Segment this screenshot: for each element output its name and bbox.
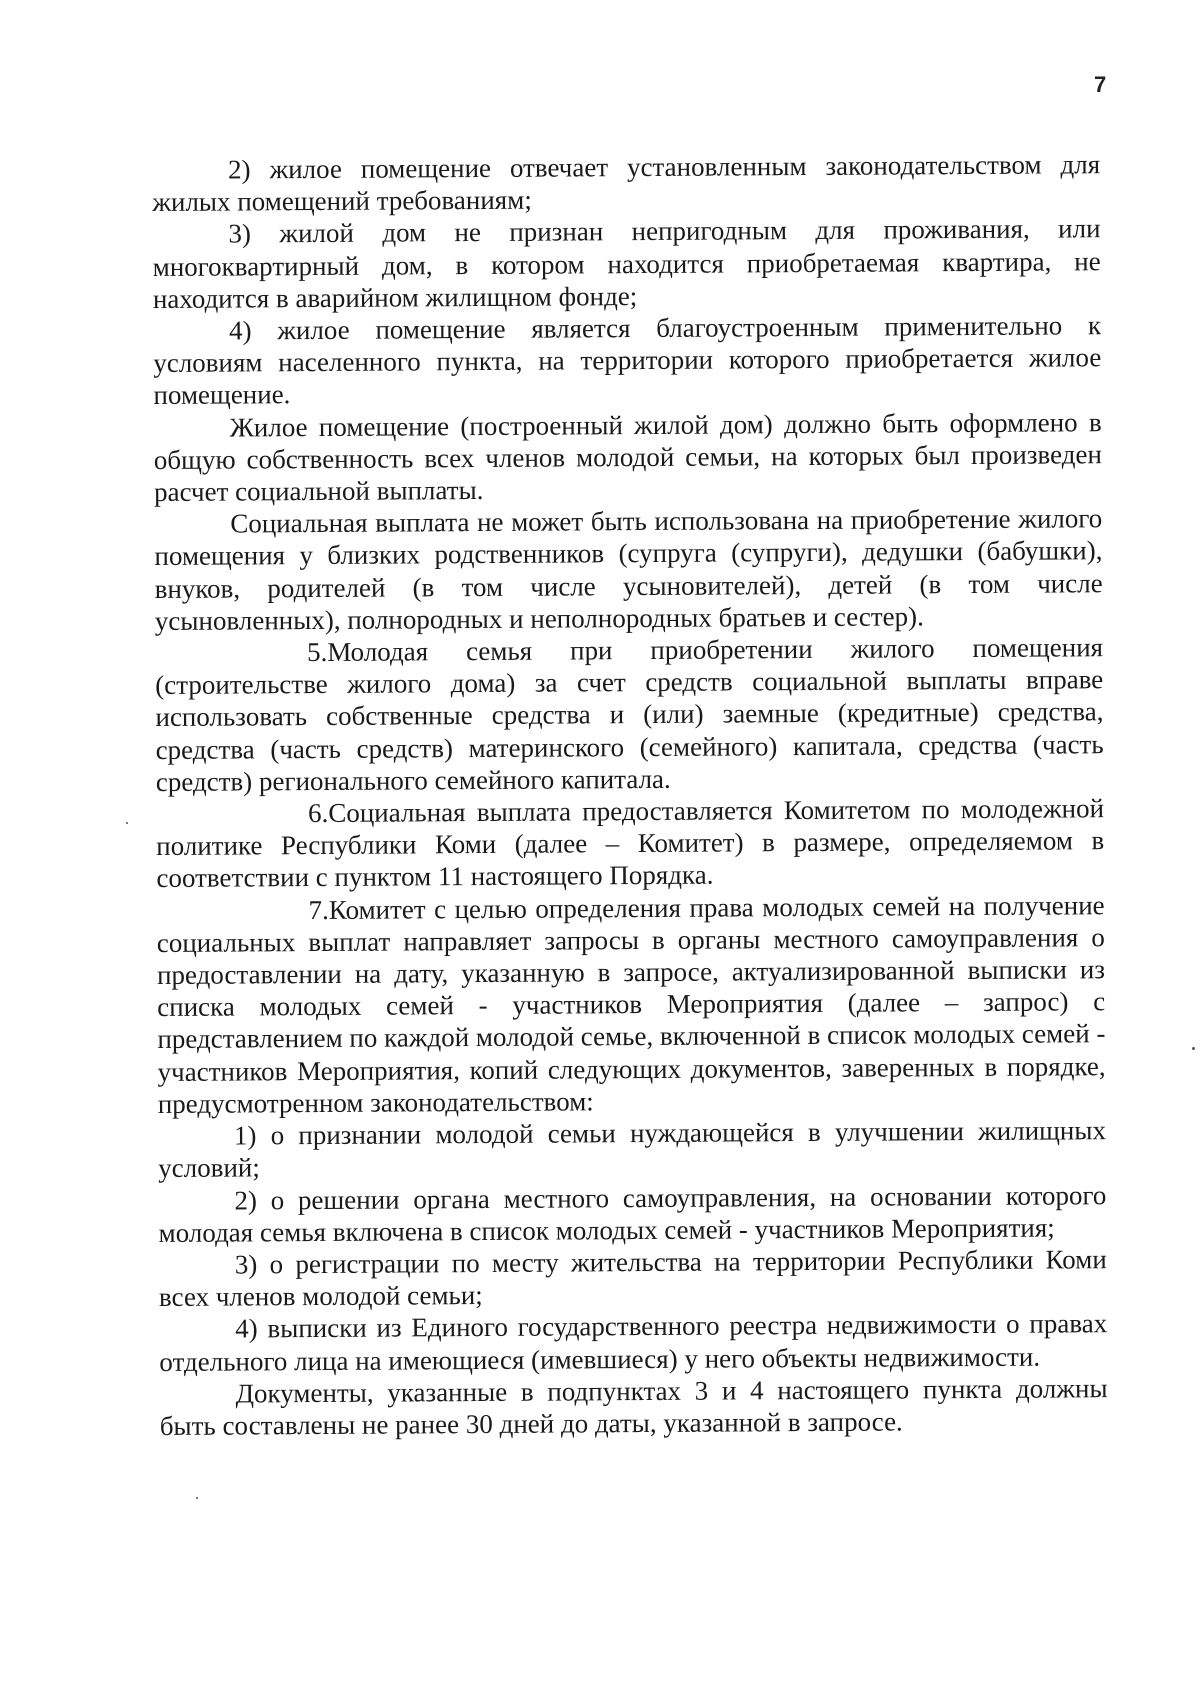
paragraph-section-7 (157, 889, 1106, 1120)
paragraph-item-2: 2) жилое помещение отвечает установленным законодательством для жилых помещений требованиям; (152, 149, 1101, 218)
section-number: 6. (307, 797, 329, 829)
paragraph-subitem-3: 3) о регистрации по месту жительства на территории Республики Коми всех членов молодой семьи; (158, 1244, 1107, 1313)
paragraph-item-4: 4) жилое помещение является благоустроенным применительно к условиям населенного пункта, на территории которого приобретается жилое помещение. (153, 310, 1102, 411)
document-body (152, 148, 1108, 1442)
scan-speck (196, 1497, 198, 1499)
section-text: Социальная выплата предоставляется Комитетом по молодежной политике Республики Коми (далее – Комитет) в размере, определяемом в соответствии с пунктом 11 настоящего Порядка. (156, 793, 1105, 894)
paragraph-relatives: Социальная выплата не может быть использована на приобретение жилого помещения у близких родственников (супруга (супруги), дедушки (бабушки), внуков, родителей (в том числе усыновителей), детей (в том числе усыновленных), полнородных и неполнородных братьев и сестер). (154, 503, 1103, 636)
paragraph-subitem-1: 1) о признании молодой семьи нуждающейся в улучшении жилищных условий; (158, 1115, 1107, 1184)
page-number: 7 (1094, 72, 1107, 97)
scan-speck (126, 822, 128, 824)
paragraph-item-3: 3) жилой дом не признан непригодным для проживания, или многоквартирный дом, в котором находится приобретаемая квартира, не находится в аварийном жилищном фонде; (152, 213, 1101, 314)
section-text: Молодая семья при приобретении жилого помещения (строительстве жилого дома) за счет средств социальной выплаты вправе использовать собственные средства и (или) заемные (кредитные) средства, средства (часть средств) материнского (семейного) капитала, средства (часть средств) регионального семейного капитала. (155, 632, 1104, 797)
paragraph-documents-term: Документы, указанные в подпунктах 3 и 4 настоящего пункта должны быть составлены не ранее 30 дней до даты, указанной в запросе. (159, 1372, 1108, 1441)
section-text: Комитет с целью определения права молодых семей на получение социальных выплат направляет запросы в органы местного самоуправления о предоставлении на дату, указанную в запросе, актуализированной выписки из списка молодых семей - участников Мероприятия (далее – запрос) с представлением по каждой молодой семье, включенной в список молодых семей - участников Мероприятия, копий следующих документов, заверенных в порядке, предусмотренном законодательством: (156, 889, 1106, 1119)
section-number: 5. (306, 636, 328, 668)
paragraph-section-5 (155, 631, 1104, 798)
paragraph-subitem-4: 4) выписки из Единого государственного реестра недвижимости о правах отдельного лица на имеющиеся (имевшиеся) у него объекты недвижимости. (159, 1308, 1108, 1377)
paragraph-subitem-2: 2) о решении органа местного самоуправления, на основании которого молодая семья включена в список молодых семей - участников Мероприятия; (158, 1179, 1107, 1248)
paragraph-ownership: Жилое помещение (построенный жилой дом) должно быть оформлено в общую собственность всех членов молодой семьи, на которых был произведен расчет социальной выплаты. (153, 406, 1102, 508)
paragraph-section-6 (156, 792, 1105, 894)
scan-speck (1192, 1047, 1195, 1050)
section-number: 7. (308, 894, 329, 925)
